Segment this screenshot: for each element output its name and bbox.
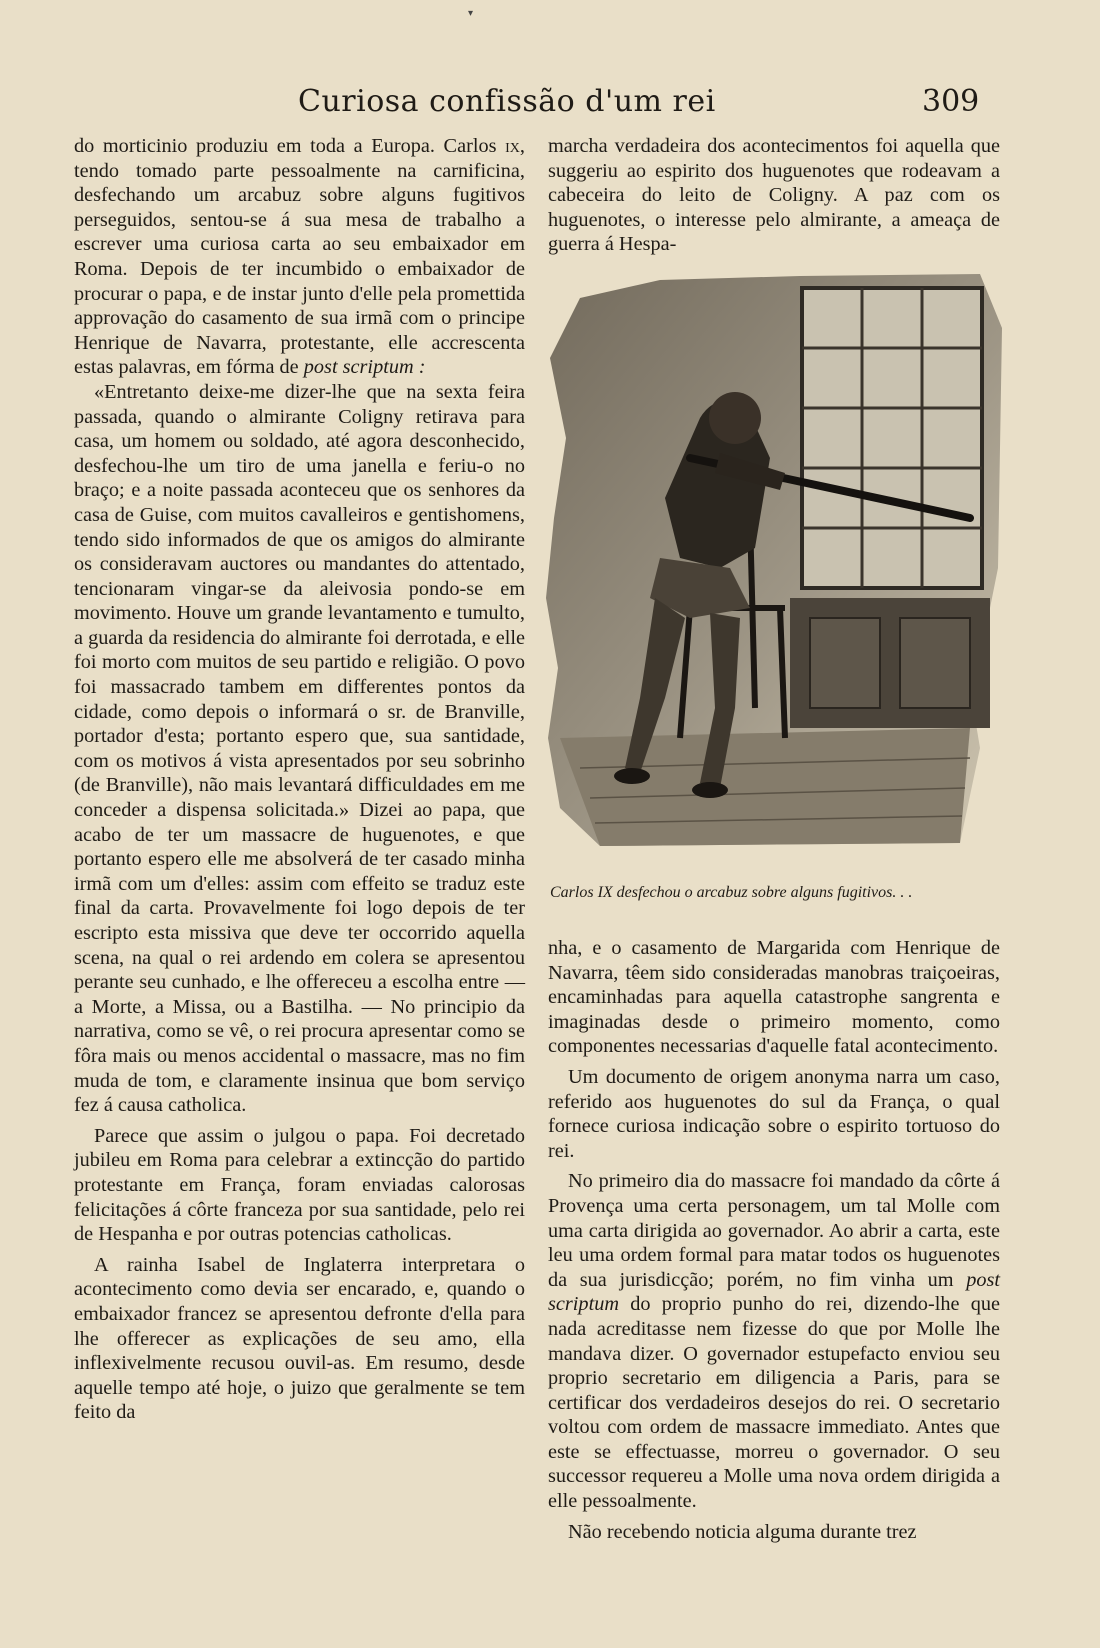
- figure-caption: Carlos IX desfechou o arcabuz sobre alguns fugitivos. . .: [550, 884, 913, 901]
- italic-phrase: post scriptum :: [303, 356, 426, 379]
- paragraph: marcha verdadeira dos acontecimentos foi aquella que suggeriu ao espirito dos huguenotes que rodeavam a cabeceira do leito de Coligny. A paz com os huguenotes, o interesse pelo almirante, a ameaça de guerra á Hespa-: [548, 135, 1000, 256]
- quoted-letter-paragraph: «Entretanto deixe-me dizer-lhe que na sexta feira passada, quando o almirante Coligny retirava para casa, um homem ou soldado, até agora desconhecido, desfechou-lhe um tiro de uma janella e feriu-o no braço; e a noite passada aconteceu que os senhores da casa de Guise, com muitos cavalleiros e gentishomens, tendo sido informados de que os amigos do almirante os consideravam auctores ou mandantes do attentado, tencionaram vingar-se da aleivosia pondo-se em movimento. Houve um grande levantamento e tumulto, a guarda da residencia do almirante foi derrotada, e elle foi morto com muitos de seu partido e religião. O povo foi massacrado tambem em differentes pontos da cidade, como depois o informará o sr. de Branville, portador d'esta; portanto espero que, sua santidade, com os motivos á vista apresentados por seu sobrinho (de Branville), não mais levantará difficuldades em me conceder a dispensa solicitada.» Dizei ao papa, que acabo de ter um massacre de huguenotes, e que portanto espero elle me absolverá de ter casado minha irmã com um d'elles: assim com effeito se traduz este final da carta. Provavelmente foi logo depois de ter escripto esta missiva que deve ter occorrido aquella scena, na qual o rei ardendo em colera se apresentou perante seu cunhado, e lhe offereceu a escolha entre — a Morte, a Missa, ou a Bastilha. — No principio da narrativa, como se vê, o rei procura apresentar como se fôra mais ou menos accidental o massacre, mas no fim muda de tom, e claramente insinua que bom serviço fez á causa catholica.: [74, 380, 525, 1117]
- text-run: do proprio punho do rei, dizendo-lhe que nada acreditasse nem fizesse do que por Molle lhe mandava dizer. O governador estupefacto enviou seu proprio secretario em diligencia a Paris, para se certificar dos verdadeiros desejos do rei. O secretario voltou com ordem de massacre immediato. Antes que este se effectuasse, morreu o governador. O seu successor requereu a Molle uma nova ordem dirigida a elle pessoalmente.: [548, 1293, 1000, 1513]
- text-run: No primeiro dia do massacre foi mandado da côrte á Provença uma certa personagem, um tal Molle com uma carta dirigida ao governador. Ao abrir a carta, este leu uma ordem formal para matar todos os huguenotes da sua jurisdicção; porém, no fim vinha um: [548, 1170, 1000, 1291]
- page-number: 309: [922, 84, 980, 119]
- paragraph: [548, 1169, 1000, 1513]
- right-column-top: [548, 134, 1000, 257]
- text-run: , tendo tomado parte pessoalmente na carnificina, desfechando um arcabuz sobre alguns fugitivos perseguidos, sentou-se á sua mesa de trabalho a escrever uma curiosa carta ao seu embaixador em Roma. Depois de ter incumbido o embaixador de procurar o papa, e de instar junto d'elle pela promettida approvação do casamento de sua irmã com o principe Henrique de Navarra, protestante, elle accrescenta estas palavras, em fórma de: [74, 135, 525, 379]
- left-column: [74, 134, 525, 1425]
- print-mark: ▾: [468, 8, 474, 19]
- paragraph: Um documento de origem anonyma narra um caso, referido aos huguenotes do sul da França, o qual fornece curiosa indicação sobre o espirito tortuoso do rei.: [548, 1065, 1000, 1162]
- paragraph: [74, 134, 525, 380]
- engraving-illustration: [540, 268, 1008, 850]
- right-column-bottom: [548, 936, 1000, 1544]
- paragraph: A rainha Isabel de Inglaterra interpretara o acontecimento como devia ser encarado, e, quando o embaixador francez se apresentou defronte d'ella para lhe offerecer as explicações de seu amo, ella inflexivelmente recusou ouvil-as. Em resumo, desde aquelle tempo até hoje, o juizo que geralmente se tem feito da: [74, 1253, 525, 1424]
- roman-numeral: ix: [505, 135, 520, 157]
- paragraph: Parece que assim o julgou o papa. Foi decretado jubileu em Roma para celebrar a extincção do partido protestante em França, foram enviadas calorosas felicitações á côrte franceza por sua santidade, pelo rei de Hespanha e por outras potencias catholicas.: [74, 1124, 525, 1246]
- paragraph: nha, e o casamento de Margarida com Henrique de Navarra, têem sido consideradas manobras traiçoeiras, encaminhadas para aquella catastrophe sangrenta e imaginadas desde o primeiro momento, como componentes necessarias d'aquelle fatal acontecimento.: [548, 937, 1000, 1058]
- italic-phrase: post scriptum: [548, 1268, 1000, 1316]
- engraving-image: [540, 268, 1008, 850]
- running-head: [0, 84, 1100, 134]
- text-run: do morticinio produziu em toda a Europa. Carlos: [74, 135, 506, 157]
- paragraph: Não recebendo noticia alguma durante trez: [568, 1520, 917, 1543]
- page-title: Curiosa confissão d'um rei: [298, 84, 716, 119]
